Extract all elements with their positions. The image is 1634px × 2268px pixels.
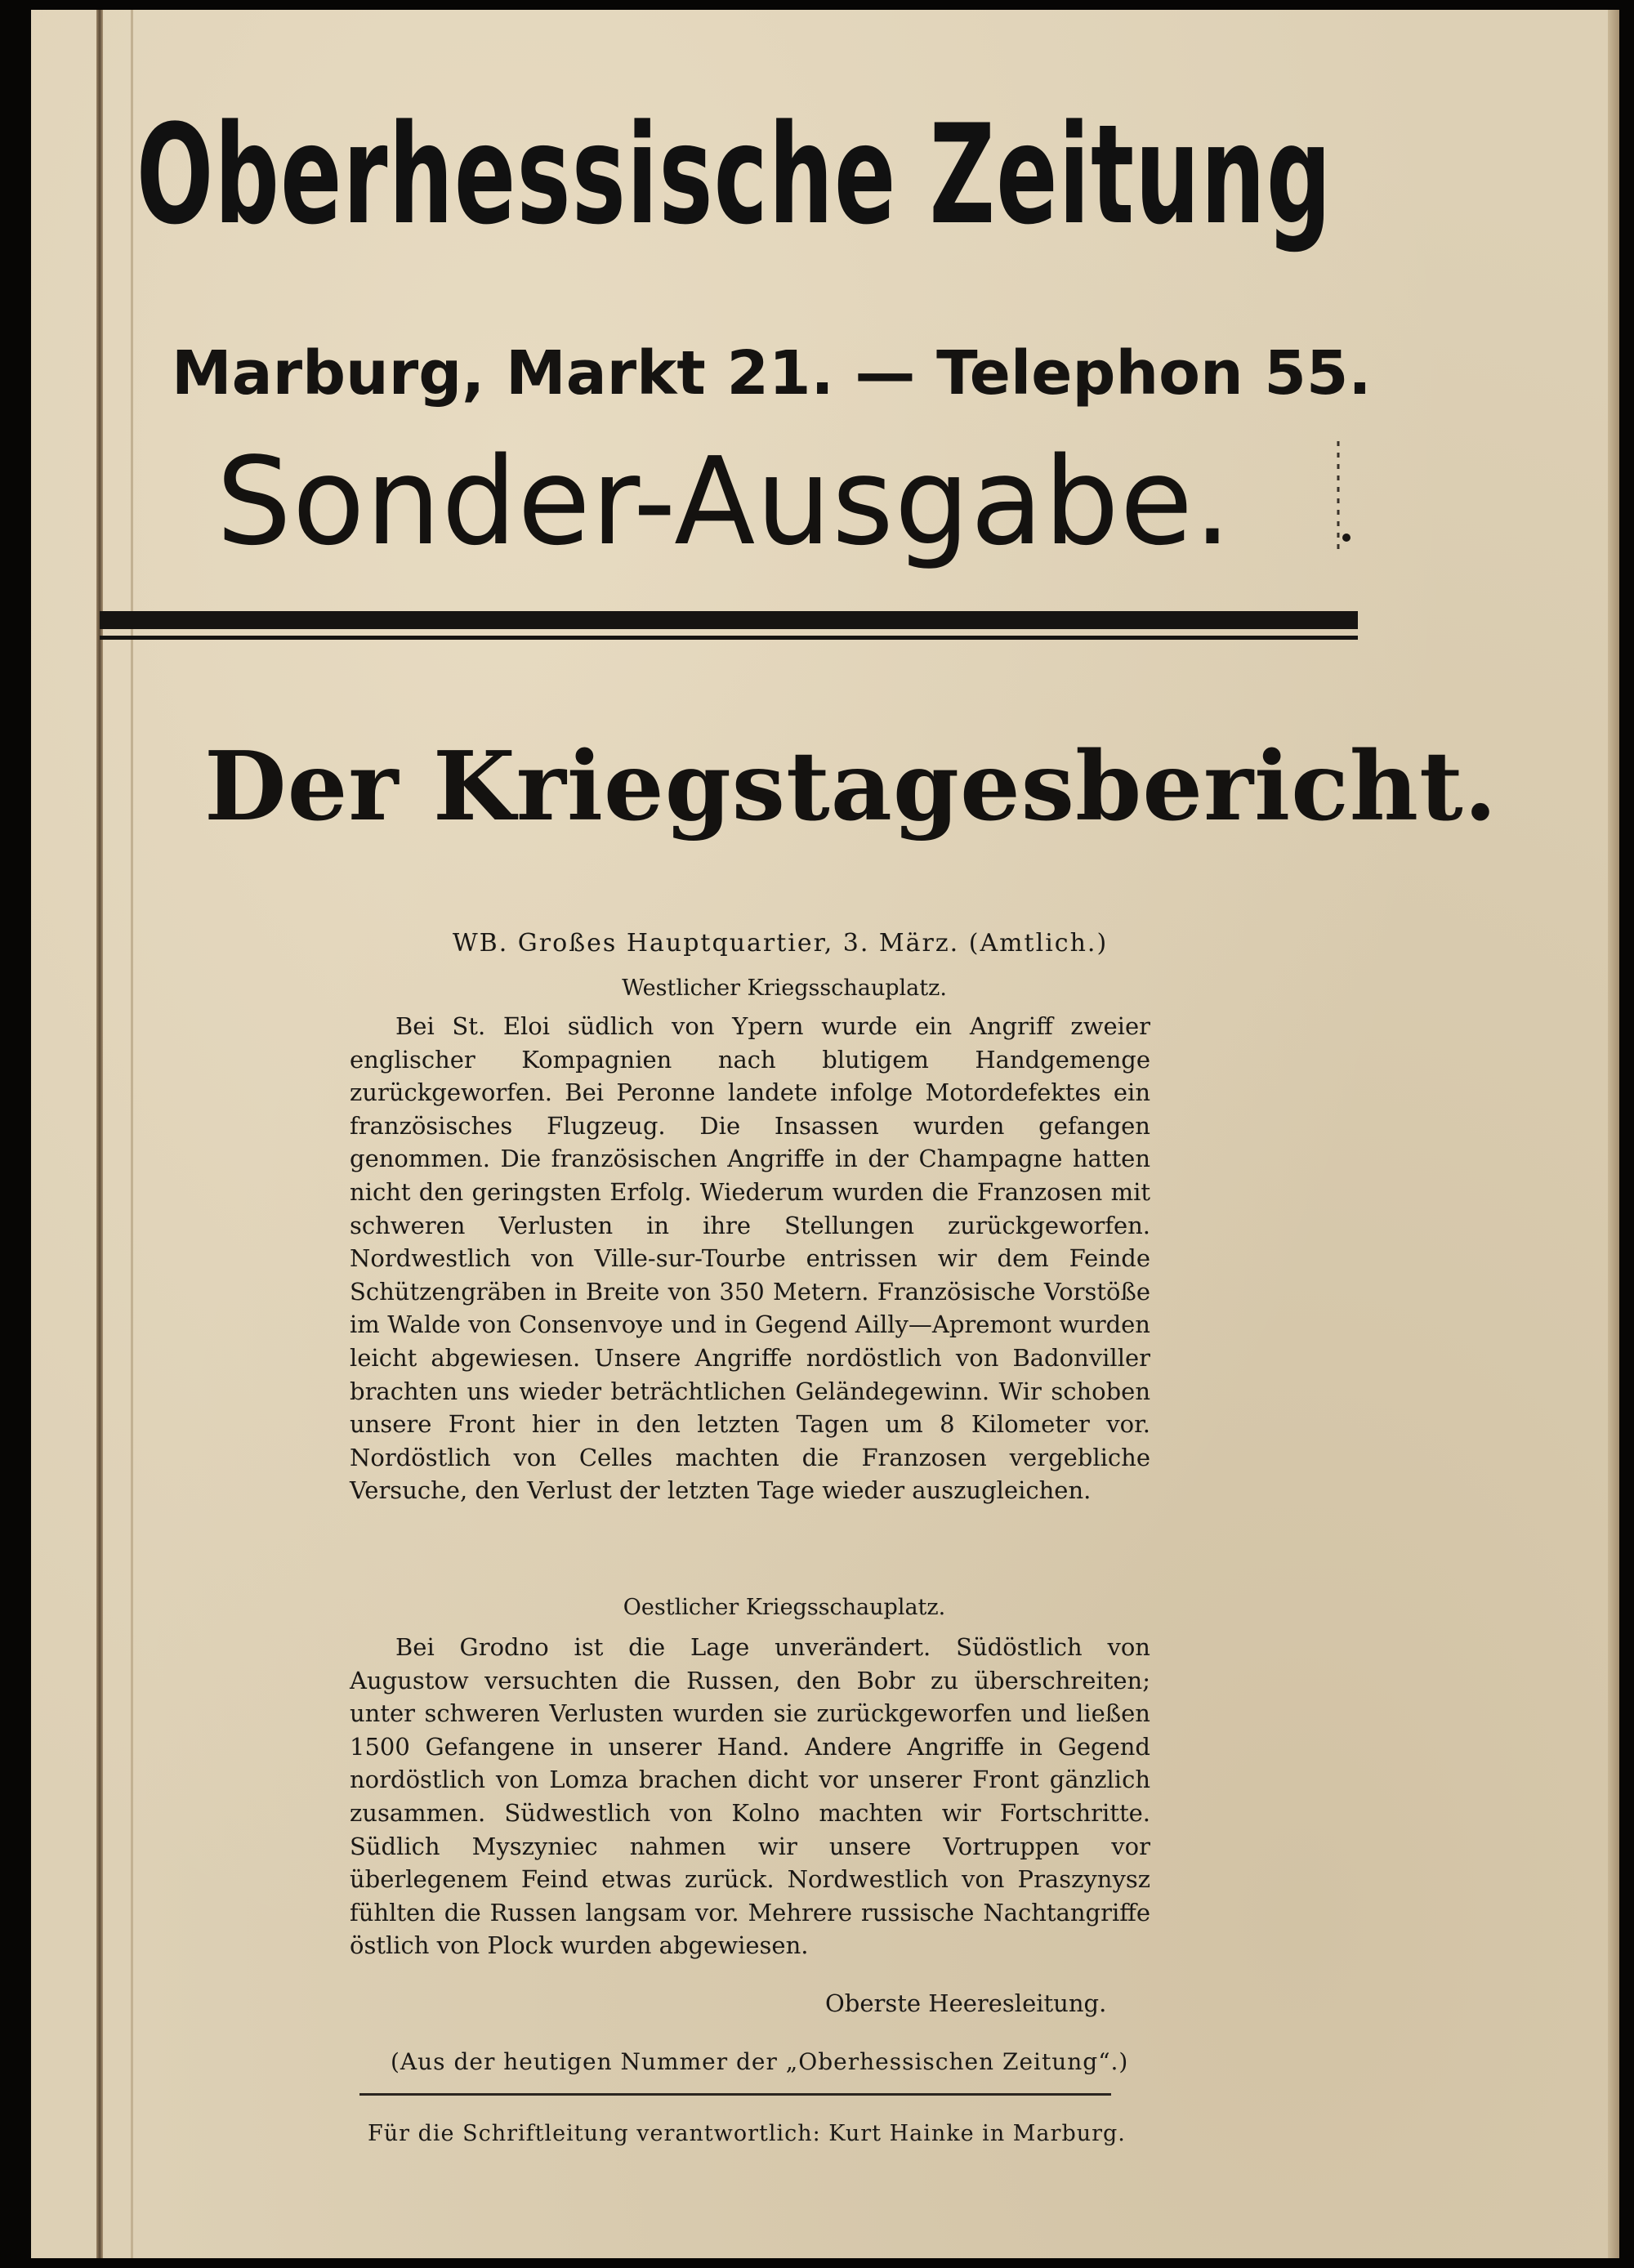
masthead-rule-thin	[100, 636, 1358, 640]
masthead-title: Oberhessische Zeitung	[136, 95, 1333, 255]
section-body-east: Bei Grodno ist die Lage unverändert. Südöstlich von Augustow versuchten die Russen, den Bobr zu überschreiten; unter schweren Verlusten wurden sie zurückgeworfen und ließen 1500 Gefangene in unserer Hand. Andere Angriffe in Gegend nordöstlich von Lomza brachen dicht vor unserer Front gänzlich zusammen. Südwestlich von Kolno machten wir Fortschritte. Südlich Myszyniec nahmen wir unsere Vortruppen vor überlegenem Feind etwas zurück. Nordwestlich von Praszynysz fühlten die Russen langsam vor. Mehrere russische Nachtangriffe östlich von Plock wurden abgewiesen.	[350, 1633, 1150, 1960]
article-headline: Der Kriegstagesbericht.	[204, 731, 1498, 842]
printer-mark	[1322, 441, 1359, 556]
edition-label: Sonder-Ausgabe.	[216, 431, 1233, 572]
source-note: (Aus der heutigen Nummer der „Oberhessischen Zeitung“.)	[391, 2048, 1129, 2075]
footer-responsibility: Für die Schriftleitung verantwortlich: Kurt Hainke in Marburg.	[368, 2121, 1126, 2146]
article-signature: Oberste Heeresleitung.	[825, 1989, 1107, 2017]
page-fold-shadow	[96, 10, 103, 2258]
page-right-edge	[1608, 10, 1619, 2258]
article-dateline: WB. Großes Hauptquartier, 3. März. (Amtlich.)	[452, 929, 1109, 958]
section-body-west: Bei St. Eloi südlich von Ypern wurde ein Angriff zweier englischer Kompagnien nach blutigem Handgemenge zurückgeworfen. Bei Peronne landete infolge Motordefektes ein französisches Flugzeug. Die Insassen wurden gefangen genommen. Die französischen Angriffe in der Champagne hatten nicht den geringsten Erfolg. Wiederum wurden die Franzosen mit schweren Verlusten in ihre Stellungen zurückgeworfen. Nordwestlich von Ville-sur-Tourbe entrissen wir dem Feinde Schützengräben in Breite von 350 Metern. Französische Vorstöße im Walde von Consenvoye und in Gegend Ailly—Apremont wurden leicht abgewiesen. Unsere Angriffe nordöstlich von Badonviller brachten uns wieder beträchtlichen Geländegewinn. Wir schoben unsere Front hier in den letzten Tagen um 8 Kilometer vor. Nordöstlich von Celles machten die Franzosen vergebliche Versuche, den Verlust der letzten Tage wieder auszugleichen.	[350, 1012, 1150, 1505]
footer-rule	[359, 2093, 1111, 2096]
page-fold-line	[131, 10, 133, 2258]
masthead-rule-thick	[100, 611, 1358, 629]
section-heading-east: Oestlicher Kriegsschauplatz.	[623, 1595, 946, 1620]
section-heading-west: Westlicher Kriegsschauplatz.	[622, 976, 947, 1001]
masthead-address: Marburg, Markt 21. — Telephon 55.	[172, 338, 1372, 409]
